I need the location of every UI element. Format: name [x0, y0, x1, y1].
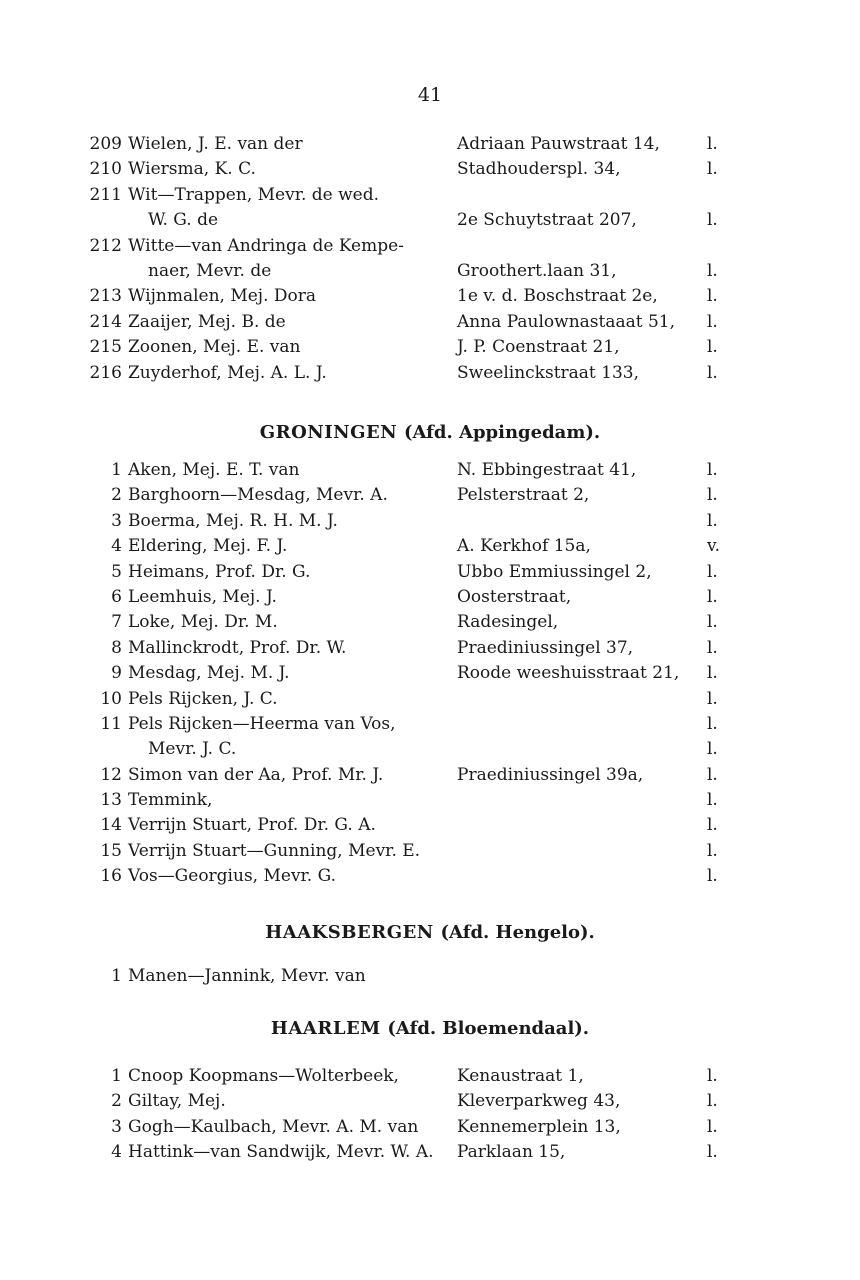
member-row [100, 712, 730, 737]
member-status: l. [707, 866, 718, 887]
member-row [100, 964, 730, 989]
member-name: Wijnmalen, Mej. Dora [128, 286, 317, 307]
member-name: Giltay, Mej. [128, 1091, 226, 1112]
member-row [100, 737, 730, 762]
member-row [100, 839, 730, 864]
member-row [100, 585, 730, 610]
member-status: l. [707, 612, 718, 633]
member-name: Wit—Trappen, Mevr. de wed. [128, 184, 380, 205]
member-address: Pelsterstraat 2, [457, 485, 590, 506]
member-row [89, 234, 730, 259]
member-row [100, 636, 730, 661]
member-number: 214 [89, 311, 122, 332]
member-list-continued [89, 132, 730, 386]
member-number: 6 [111, 586, 122, 607]
member-number: 16 [100, 866, 122, 887]
member-row [100, 610, 730, 635]
member-row [100, 1089, 730, 1114]
member-name: Wielen, J. E. van der [128, 134, 303, 154]
member-name: Boerma, Mej. R. H. M. J. [128, 510, 338, 531]
member-name: Manen—Jannink, Mevr. van [128, 966, 366, 986]
member-row [100, 458, 730, 483]
member-row [89, 157, 730, 182]
member-row [100, 763, 730, 788]
member-status: l. [707, 790, 718, 811]
member-address: Praediniussingel 39a, [457, 764, 644, 785]
member-name: Vos—Georgius, Mevr. G. [128, 866, 336, 887]
member-address: Adriaan Pauwstraat 14, [457, 134, 660, 154]
member-row [100, 560, 730, 585]
member-row [89, 361, 730, 386]
member-status: l. [707, 1091, 718, 1112]
member-name: Cnoop Koopmans—Wolterbeek, [128, 1066, 399, 1086]
member-number: 11 [100, 713, 122, 734]
member-name: Witte—van Andringa de Kempe- [128, 235, 404, 256]
member-list-haaksbergen [100, 964, 730, 989]
member-status: l. [707, 586, 718, 607]
member-number: 1 [111, 1066, 122, 1086]
member-row [100, 687, 730, 712]
member-status: l. [707, 1142, 718, 1163]
member-number: 212 [89, 235, 122, 256]
member-status: l. [707, 815, 718, 836]
member-name: W. G. de [148, 210, 219, 231]
member-list-groningen [100, 458, 730, 890]
member-name: Mevr. J. C. [148, 739, 237, 760]
member-status: l. [707, 840, 718, 861]
member-name: Pels Rijcken—Heerma van Vos, [128, 713, 396, 734]
member-number: 12 [100, 764, 122, 785]
member-number: 2 [111, 1091, 122, 1112]
member-address: Radesingel, [457, 612, 559, 633]
member-row [89, 132, 730, 157]
member-number: 9 [111, 663, 122, 684]
member-row [100, 813, 730, 838]
member-row [100, 1064, 730, 1089]
member-address: Anna Paulownastaaat 51, [457, 311, 676, 332]
member-address: N. Ebbingestraat 41, [457, 460, 637, 480]
member-name: Pels Rijcken, J. C. [128, 688, 278, 709]
member-row [100, 661, 730, 686]
member-address: Stadhouderspl. 34, [457, 159, 621, 180]
member-status: l. [707, 739, 718, 760]
member-row [100, 1140, 730, 1165]
member-row [89, 310, 730, 335]
member-address: Ubbo Emmiussingel 2, [457, 561, 652, 582]
member-row [89, 183, 730, 208]
member-name: Barghoorn—Mesdag, Mevr. A. [128, 485, 388, 506]
member-number: 211 [89, 184, 122, 205]
member-row [89, 284, 730, 309]
member-status: l. [707, 637, 718, 658]
member-row [100, 259, 730, 284]
section-heading-haarlem: HAARLEM (Afd. Bloemendaal). [270, 1018, 590, 1039]
member-row [100, 1115, 730, 1140]
member-number: 4 [111, 536, 122, 557]
member-status: l. [707, 362, 718, 383]
member-number: 10 [100, 688, 122, 709]
member-name: Zaaijer, Mej. B. de [128, 311, 286, 332]
member-row [89, 335, 730, 360]
member-row [100, 483, 730, 508]
page-number: 41 [417, 84, 443, 106]
member-number: 2 [111, 485, 122, 506]
member-status: l. [707, 1066, 718, 1086]
member-name: Zoonen, Mej. E. van [128, 337, 301, 358]
member-row [100, 208, 730, 233]
member-address: Kennemerplein 13, [457, 1116, 621, 1137]
member-status: l. [707, 159, 718, 180]
member-row [100, 864, 730, 889]
member-status: l. [707, 286, 718, 307]
member-address: Kenaustraat 1, [457, 1066, 584, 1086]
member-number: 3 [111, 510, 122, 531]
member-address: Kleverparkweg 43, [457, 1091, 621, 1112]
member-name: Simon van der Aa, Prof. Mr. J. [128, 764, 384, 785]
member-status: l. [707, 510, 718, 531]
member-status: v. [707, 536, 720, 557]
member-status: l. [707, 311, 718, 332]
member-name: Gogh—Kaulbach, Mevr. A. M. van [128, 1116, 419, 1137]
member-name: naer, Mevr. de [148, 260, 272, 281]
member-address: 2e Schuytstraat 207, [457, 210, 637, 231]
member-list-haarlem [100, 1064, 730, 1166]
member-address: Oosterstraat, [457, 586, 572, 607]
member-name: Mesdag, Mej. M. J. [128, 663, 290, 684]
member-name: Leemhuis, Mej. J. [128, 586, 277, 607]
member-address: Parklaan 15, [457, 1142, 566, 1163]
member-status: l. [707, 688, 718, 709]
member-number: 213 [89, 286, 122, 307]
member-address: J. P. Coenstraat 21, [457, 337, 620, 358]
member-name: Aken, Mej. E. T. van [128, 460, 300, 480]
member-number: 7 [111, 612, 122, 633]
member-status: l. [707, 561, 718, 582]
member-name: Loke, Mej. Dr. M. [128, 612, 278, 633]
member-status: l. [707, 260, 718, 281]
member-row [100, 788, 730, 813]
member-number: 216 [89, 362, 122, 383]
member-number: 1 [111, 460, 122, 480]
member-number: 8 [111, 637, 122, 658]
section-heading-groningen: GRONINGEN (Afd. Appingedam). [259, 422, 601, 443]
member-address: Groothert.laan 31, [457, 260, 617, 281]
member-status: l. [707, 713, 718, 734]
member-address: 1e v. d. Boschstraat 2e, [457, 286, 658, 307]
member-number: 14 [100, 815, 122, 836]
member-status: l. [707, 460, 718, 480]
section-heading-haaksbergen: HAAKSBERGEN (Afd. Hengelo). [265, 922, 595, 943]
member-number: 209 [89, 134, 122, 154]
member-name: Verrijn Stuart—Gunning, Mevr. E. [128, 840, 421, 861]
member-row [100, 509, 730, 534]
member-address: Roode weeshuisstraat 21, [457, 663, 680, 684]
member-number: 4 [111, 1142, 122, 1163]
member-name: Wiersma, K. C. [128, 159, 256, 180]
member-number: 3 [111, 1116, 122, 1137]
member-status: l. [707, 663, 718, 684]
member-number: 210 [89, 159, 122, 180]
member-name: Heimans, Prof. Dr. G. [128, 561, 311, 582]
member-status: l. [707, 764, 718, 785]
member-number: 13 [100, 790, 122, 811]
member-name: Eldering, Mej. F. J. [128, 536, 288, 557]
member-number: 5 [111, 561, 122, 582]
member-name: Mallinckrodt, Prof. Dr. W. [128, 637, 347, 658]
member-name: Temmink, [128, 790, 213, 811]
member-status: l. [707, 337, 718, 358]
member-name: Hattink—van Sandwijk, Mevr. W. A. [128, 1142, 434, 1163]
member-number: 15 [100, 840, 122, 861]
member-name: Zuyderhof, Mej. A. L. J. [128, 362, 327, 383]
member-status: l. [707, 210, 718, 231]
member-name: Verrijn Stuart, Prof. Dr. G. A. [128, 815, 376, 836]
member-status: l. [707, 485, 718, 506]
member-number: 215 [89, 337, 122, 358]
member-address: Praediniussingel 37, [457, 637, 634, 658]
member-status: l. [707, 1116, 718, 1137]
member-status: l. [707, 134, 718, 154]
member-address: Sweelinckstraat 133, [457, 362, 640, 383]
member-address: A. Kerkhof 15a, [457, 536, 591, 557]
member-number: 1 [111, 966, 122, 986]
member-row [100, 534, 730, 559]
